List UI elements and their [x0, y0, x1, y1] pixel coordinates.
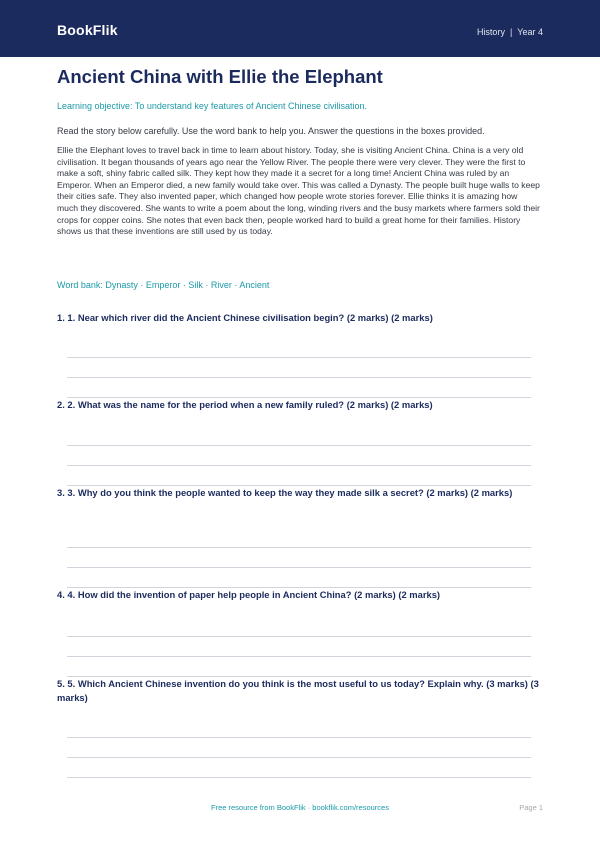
- learning-objective: Learning objective: To understand key features of Ancient Chinese civilisation.: [57, 101, 368, 111]
- answer-line[interactable]: [67, 737, 531, 738]
- subject-label: History: [476, 27, 505, 37]
- word-bank: Word bank: Dynasty · Emperor · Silk · River · Ancient: [57, 280, 270, 290]
- story-text: Ellie the Elephant loves to travel back in time to learn about history. Today, she is visiting Ancient China. China is a very old civilisation. It began thousands of years ago near the Yellow River. The people there were very clever. They were the first to make a soft, shiny fabric called silk. They kept how they made it a secret for a long time! Ancient China was ruled by an Emperor. When an Emperor died, a new family would take over. This was called a Dynasty. The people built huge walls to keep their cities safe. They also invented paper, which changed how people wrote stories forever. Ellie thinks it is amazing how much they discovered. She wants to write a poem about the long, winding rivers and the busy markets where farmers sold their crops for copper coins. She notes that even back then, people worked hard to build a great home for their families. History shows us that these inventions are still used by us today.: [57, 145, 540, 237]
- answer-line[interactable]: [67, 377, 531, 378]
- year-label: Year 4: [517, 27, 543, 37]
- instructions: Read the story below carefully. Use the word bank to help you. Answer the questions in the boxes provided.: [57, 126, 485, 136]
- question-1: 1. 1. Near which river did the Ancient Chinese civilisation begin? (2 marks) (2 marks): [57, 312, 433, 323]
- answer-line[interactable]: [67, 465, 531, 466]
- footer-credit[interactable]: Free resource from BookFlik · bookflik.com/resources: [211, 803, 389, 812]
- answer-line[interactable]: [67, 757, 531, 758]
- brand-logo[interactable]: BookFlik: [57, 22, 118, 38]
- answer-line[interactable]: [67, 357, 531, 358]
- answer-line[interactable]: [67, 777, 531, 778]
- page-title: Ancient China with Ellie the Elephant: [57, 66, 383, 87]
- question-2: 2. 2. What was the name for the period when a new family ruled? (2 marks) (2 marks): [57, 399, 433, 410]
- header-separator: |: [509, 27, 513, 37]
- answer-line[interactable]: [67, 656, 531, 657]
- question-4: 4. 4. How did the invention of paper help people in Ancient China? (2 marks) (2 marks): [57, 589, 441, 600]
- answer-line[interactable]: [67, 547, 531, 548]
- answer-line[interactable]: [67, 636, 531, 637]
- site-header: [0, 0, 600, 57]
- header-meta: [477, 27, 543, 37]
- answer-line[interactable]: [67, 445, 531, 446]
- question-3: 3. 3. Why do you think the people wanted to keep the way they made silk a secret? (2 marks) (2 marks): [57, 487, 513, 498]
- question-5: 5. 5. Which Ancient Chinese invention do you think is the most useful to us today? Explain why. (3 marks) (3 marks): [57, 678, 539, 703]
- page-number: Page 1: [519, 803, 543, 812]
- answer-line[interactable]: [67, 567, 531, 568]
